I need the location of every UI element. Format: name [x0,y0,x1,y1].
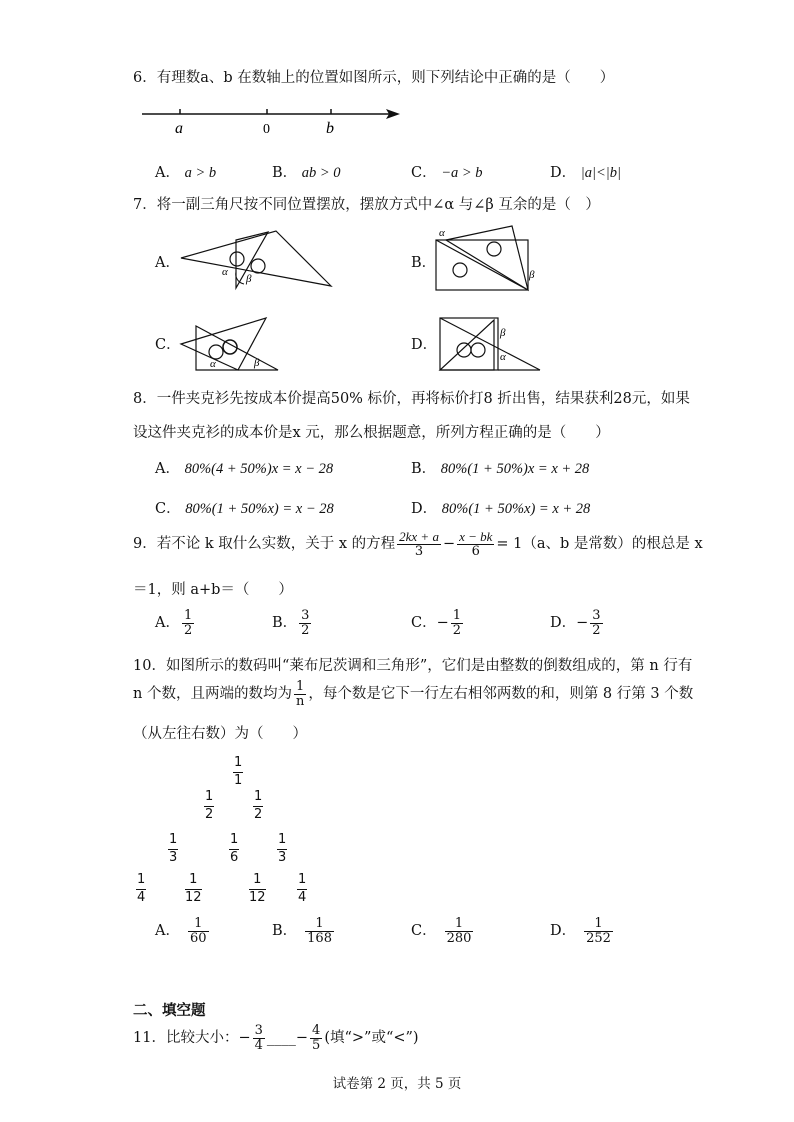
alpha-label: α [222,266,228,278]
q10-line1: 10．如图所示的数码叫“莱布尼茨调和三角形”，它们是由整数的倒数组成的，第 n 行有 [133,658,693,674]
q8-option-a[interactable]: A． 80%(4 + 50%)x = x − 28 [155,461,334,477]
q6-option-a[interactable]: A． a > b [155,165,217,181]
q8-option-d[interactable]: D． 80%(1 + 50%x) = x + 28 [411,501,591,517]
q6-option-b[interactable]: B． ab > 0 [272,165,341,181]
axis-label-0: 0 [263,122,270,137]
q7-option-d[interactable]: D． [411,337,438,353]
q9-fraction-1: $\frac{2kx + a}{3}$ [399,529,439,559]
triangle-cell: 1 1 [234,755,243,788]
triangle-cell: 1 4 [137,872,146,905]
triangle-cell: 1 2 [205,789,214,822]
axis-label-a: a [175,120,183,137]
q10-option-a[interactable]: A． $\frac{1}{60}$ [155,916,207,946]
triangle-cell: 1 2 [254,789,263,822]
beta-label: β [254,357,260,369]
q9-option-d[interactable]: D．− $\frac{3}{2}$ [550,608,601,638]
triangle-cell: 1 3 [169,832,178,865]
q10-line2: n 个数，且两端的数均为 $\frac{1}{n}$ ，每个数是它下一行左右相邻两数的和，则第 8 行第 3 个数 [133,679,694,709]
alpha-label: α [439,227,445,239]
q7-figure-b [432,222,542,294]
q9-option-c[interactable]: C．− $\frac{1}{2}$ [411,608,462,638]
q10-option-c[interactable]: C． $\frac{1}{280}$ [411,916,472,946]
triangle-cell: 1 12 [249,872,266,905]
q11-stem: 11．比较大小：− $\frac{3}{4}$ ____− $\frac{4}{5}$ (填“>”或“<”) [133,1023,419,1053]
q9-line2: ＝1，则 a+b＝（ ） [133,582,293,598]
triangle-cell: 1 3 [278,832,287,865]
axis-label-b: b [326,120,334,137]
q7-figure-a [178,228,333,293]
q8-line1: 8．一件夹克衫先按成本价提高50% 标价，再将标价打8 折出售，结果获利28元，如果 [133,391,690,407]
beta-label: β [246,273,252,285]
q10-option-b[interactable]: B． $\frac{1}{168}$ [272,916,332,946]
section-heading: 二、填空题 [133,1002,206,1019]
q9-option-a[interactable]: A． $\frac{1}{2}$ [155,608,193,638]
triangle-cell: 1 4 [298,872,307,905]
q10-option-d[interactable]: D． $\frac{1}{252}$ [550,916,611,946]
q7-option-c[interactable]: C． [155,337,181,353]
beta-label: β [529,269,535,281]
triangle-cell: 1 6 [230,832,239,865]
alpha-label: α [210,358,216,370]
q8-option-b[interactable]: B． 80%(1 + 50%)x = x + 28 [411,461,590,477]
q7-option-b[interactable]: B． [411,255,437,271]
alpha-label: α [500,351,506,363]
beta-label: β [500,327,506,339]
q7-option-a[interactable]: A． [155,255,180,271]
page-footer: 试卷第 2 页，共 5 页 [332,1076,462,1092]
q6-option-d[interactable]: D． |a|<|b| [550,165,621,181]
triangle-cell: 1 12 [185,872,202,905]
number-line [138,100,403,140]
q8-option-c[interactable]: C． 80%(1 + 50%x) = x − 28 [155,501,334,517]
q10-line3: （从左往右数）为（ ） [133,726,307,742]
q9-option-b[interactable]: B． $\frac{3}{2}$ [272,608,310,638]
q7-figure-d [436,314,546,374]
q8-line2: 设这件夹克衫的成本价是x 元，那么根据题意，所列方程正确的是（ ） [133,425,610,441]
q6-stem: 6．有理数a、b 在数轴上的位置如图所示，则下列结论中正确的是（ ） [133,70,615,86]
answer-blank[interactable]: ____ [266,1030,296,1047]
q7-figure-c [178,314,283,374]
q6-option-c[interactable]: C． −a > b [411,165,483,181]
q9-fraction-2: $\frac{x - bk}{6}$ [459,529,493,559]
q9-stem: 9．若不论 k 取什么实数，关于 x 的方程 $\frac{2kx + a}{3}$ − $\frac{x - bk}{6}$ = 1（a、b 是常数）的根总是 x [133,529,703,559]
q7-stem: 7．将一副三角尺按不同位置摆放，摆放方式中∠α 与∠β 互余的是（ ） [133,197,600,213]
